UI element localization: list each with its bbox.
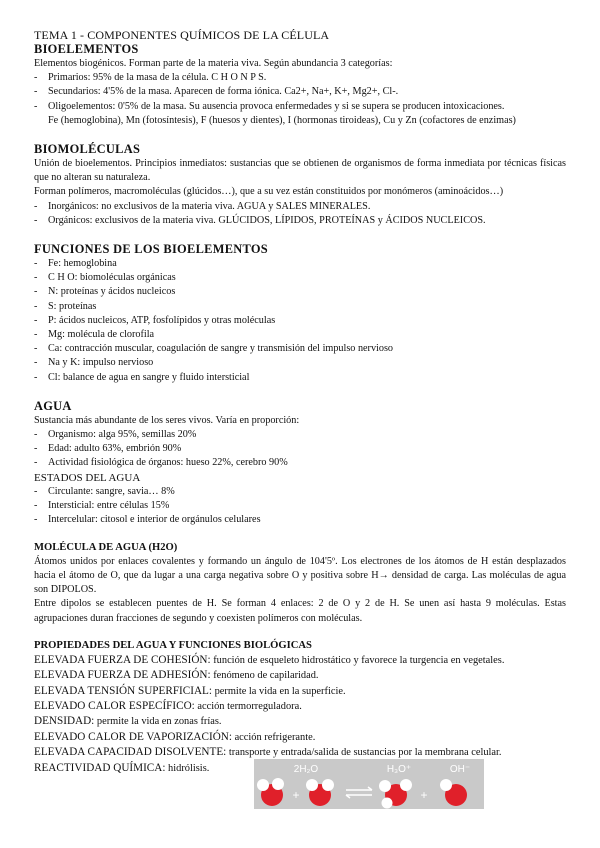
paragraph: Entre dipolos se establecen puentes de H. Se forman 4 enlaces: 2 de O y 2 de H. Se unen así hasta 9 moléculas. Estas agrupaciones duran fracciones de segundo y coexisten polímeros con moléculas. (34, 598, 566, 624)
property-line (34, 761, 566, 802)
plus-sign: + (292, 787, 300, 802)
section-agua (34, 399, 566, 528)
hydrogen-atom (257, 779, 269, 791)
list-item: - Cl: balance de agua en sangre y fluido intersticial (34, 371, 566, 385)
property-label: ELEVADO CALOR DE VAPORIZACIÓN: (34, 730, 232, 743)
subheading: ESTADOS DEL AGUA (34, 471, 141, 484)
property-label: DENSIDAD: (34, 715, 95, 728)
document-title: TEMA 1 - COMPONENTES QUÍMICOS DE LA CÉLULA (34, 28, 330, 42)
list-item: - Primarios: 95% de la masa de la célula. C H O N P S. (34, 71, 566, 85)
property-label: ELEVADA CAPACIDAD DISOLVENTE: (34, 746, 227, 759)
property-line (34, 653, 566, 668)
property-label: REACTIVIDAD QUÍMICA: (34, 761, 166, 774)
bullet-list (34, 71, 566, 114)
list-item: - Intercelular: citosol e interior de orgánulos celulares (34, 513, 566, 527)
section-funciones (34, 242, 566, 385)
bullet-list (34, 428, 566, 471)
hydrogen-atom (382, 797, 393, 808)
property-label: ELEVADO CALOR ESPECÍFICO: (34, 699, 195, 712)
list-item: - Intersticial: entre células 15% (34, 499, 566, 513)
list-item: - S: proteínas (34, 300, 566, 314)
hydrogen-atom (272, 778, 284, 790)
water-ionization-diagram (254, 759, 484, 809)
property-text: acción termorreguladora. (194, 700, 302, 712)
property-label: ELEVADA FUERZA DE ADHESIÓN: (34, 669, 211, 682)
section-bioelementos (34, 42, 566, 128)
list-item: - P: ácidos nucleicos, ATP, fosfolípidos y otras moléculas (34, 314, 566, 328)
paragraph: Forman polímeros, macromoléculas (glúcidos…), que a su vez están constituidos por monómeros (aminoácidos…) (34, 186, 504, 198)
hydroxide-label: OH⁻ (449, 763, 471, 775)
property-text: hidrólisis. (165, 762, 210, 774)
hydrogen-atom (306, 779, 318, 791)
property-line (34, 714, 566, 729)
property-label: ELEVADA TENSIÓN SUPERFICIAL: (34, 684, 212, 697)
property-label: ELEVADA FUERZA DE COHESIÓN: (34, 653, 211, 666)
list-item: - Edad: adulto 63%, embrión 90% (34, 442, 566, 456)
property-text: transporte y entrada/salida de sustancias por la membrana celular. (226, 747, 502, 759)
list-item: - Secundarios: 4'5% de la masa. Aparecen de forma iónica. Ca2+, Na+, K+, Mg2+, Cl-. (34, 85, 566, 99)
property-text: permite la vida en la superficie. (211, 685, 346, 697)
list-item: - Ca: contracción muscular, coagulación de sangre y transmisión del impulso nervioso (34, 342, 566, 356)
list-item: - N: proteínas y ácidos nucleicos (34, 285, 566, 299)
section-heading: FUNCIONES DE LOS BIOELEMENTOS (34, 242, 268, 257)
list-item: - Actividad fisiológica de órganos: hueso 22%, cerebro 90% (34, 456, 566, 470)
list-item: - Inorgánicos: no exclusivos de la materia viva. AGUA y SALES MINERALES. (34, 200, 566, 214)
property-text: acción refrigerante. (231, 731, 316, 743)
bullet-list (34, 200, 566, 228)
list-item: - Na y K: impulso nervioso (34, 356, 566, 370)
list-item: - Oligoelementos: 0'5% de la masa. Su ausencia provoca enfermedades y si se supera se producen intoxicaciones. (34, 100, 566, 114)
paragraph: Sustancia más abundante de los seres vivos. Varía en proporción: (34, 414, 300, 426)
plus-sign: + (420, 787, 428, 802)
list-continuation: Fe (hemoglobina), Mn (fotosíntesis), F (huesos y dientes), I (hormonas tiroideas), Cu y Zn (cofactores de enzimas) (48, 114, 516, 126)
hydrogen-atom (379, 780, 391, 792)
section-heading: PROPIEDADES DEL AGUA Y FUNCIONES BIOLÓGICAS (34, 639, 312, 651)
hydrogen-atom (400, 779, 412, 791)
paragraph: Unión de bioelementos. Principios inmediatos: sustancias que se obtienen de organismos de forma inmediata por técnicas físicas que no alteran su naturaleza. (34, 158, 566, 184)
list-item: - C H O: biomoléculas orgánicas (34, 271, 566, 285)
bullet-list (34, 485, 566, 528)
paragraph: Elementos biogénicos. Forman parte de la materia viva. Según abundancia 3 categorías: (34, 58, 393, 69)
property-text: permite la vida en zonas frías. (94, 716, 222, 728)
list-item: - Fe: hemoglobina (34, 257, 566, 271)
section-heading: BIOMOLÉCULAS (34, 142, 141, 157)
property-line (34, 730, 566, 745)
section-biomoleculas (34, 142, 566, 228)
section-heading: MOLÉCULA DE AGUA (H2O) (34, 541, 178, 553)
bullet-list (34, 257, 566, 385)
property-line (34, 668, 566, 683)
property-line (34, 699, 566, 714)
list-item: - Mg: molécula de clorofila (34, 328, 566, 342)
section-heading: AGUA (34, 398, 72, 413)
hydrogen-atom (440, 779, 452, 791)
property-line (34, 684, 566, 699)
paragraph: Átomos unidos por enlaces covalentes y formando un ángulo de 104'5º. Los electrones de los átomos de H están desplazados hacia el átomo de O, que da lugar a una carga negativa sobre O y positiva sobre H→ densidad de carga. Las moléculas de agua son DIPOLOS. (34, 555, 566, 596)
property-text: fenómeno de capilaridad. (210, 670, 319, 682)
hydronium-label: H₃O⁺ (386, 763, 412, 775)
list-item: - Orgánicos: exclusivos de la materia viva. GLÚCIDOS, LÍPIDOS, PROTEÍNAS y ÁCIDOS NUCLEICOS. (34, 214, 566, 228)
section-molecula-agua (34, 541, 566, 626)
hydrogen-atom (322, 779, 334, 791)
list-item: - Organismo: alga 95%, semillas 20% (34, 428, 566, 442)
section-heading: BIOELEMENTOS (34, 42, 139, 56)
property-text: función de esqueleto hidrostático y favorece la turgencia en vegetales. (210, 654, 505, 666)
section-propiedades (34, 639, 566, 802)
reactant-label: 2H₂O (293, 763, 319, 775)
list-item: - Circulante: sangre, savia… 8% (34, 485, 566, 499)
